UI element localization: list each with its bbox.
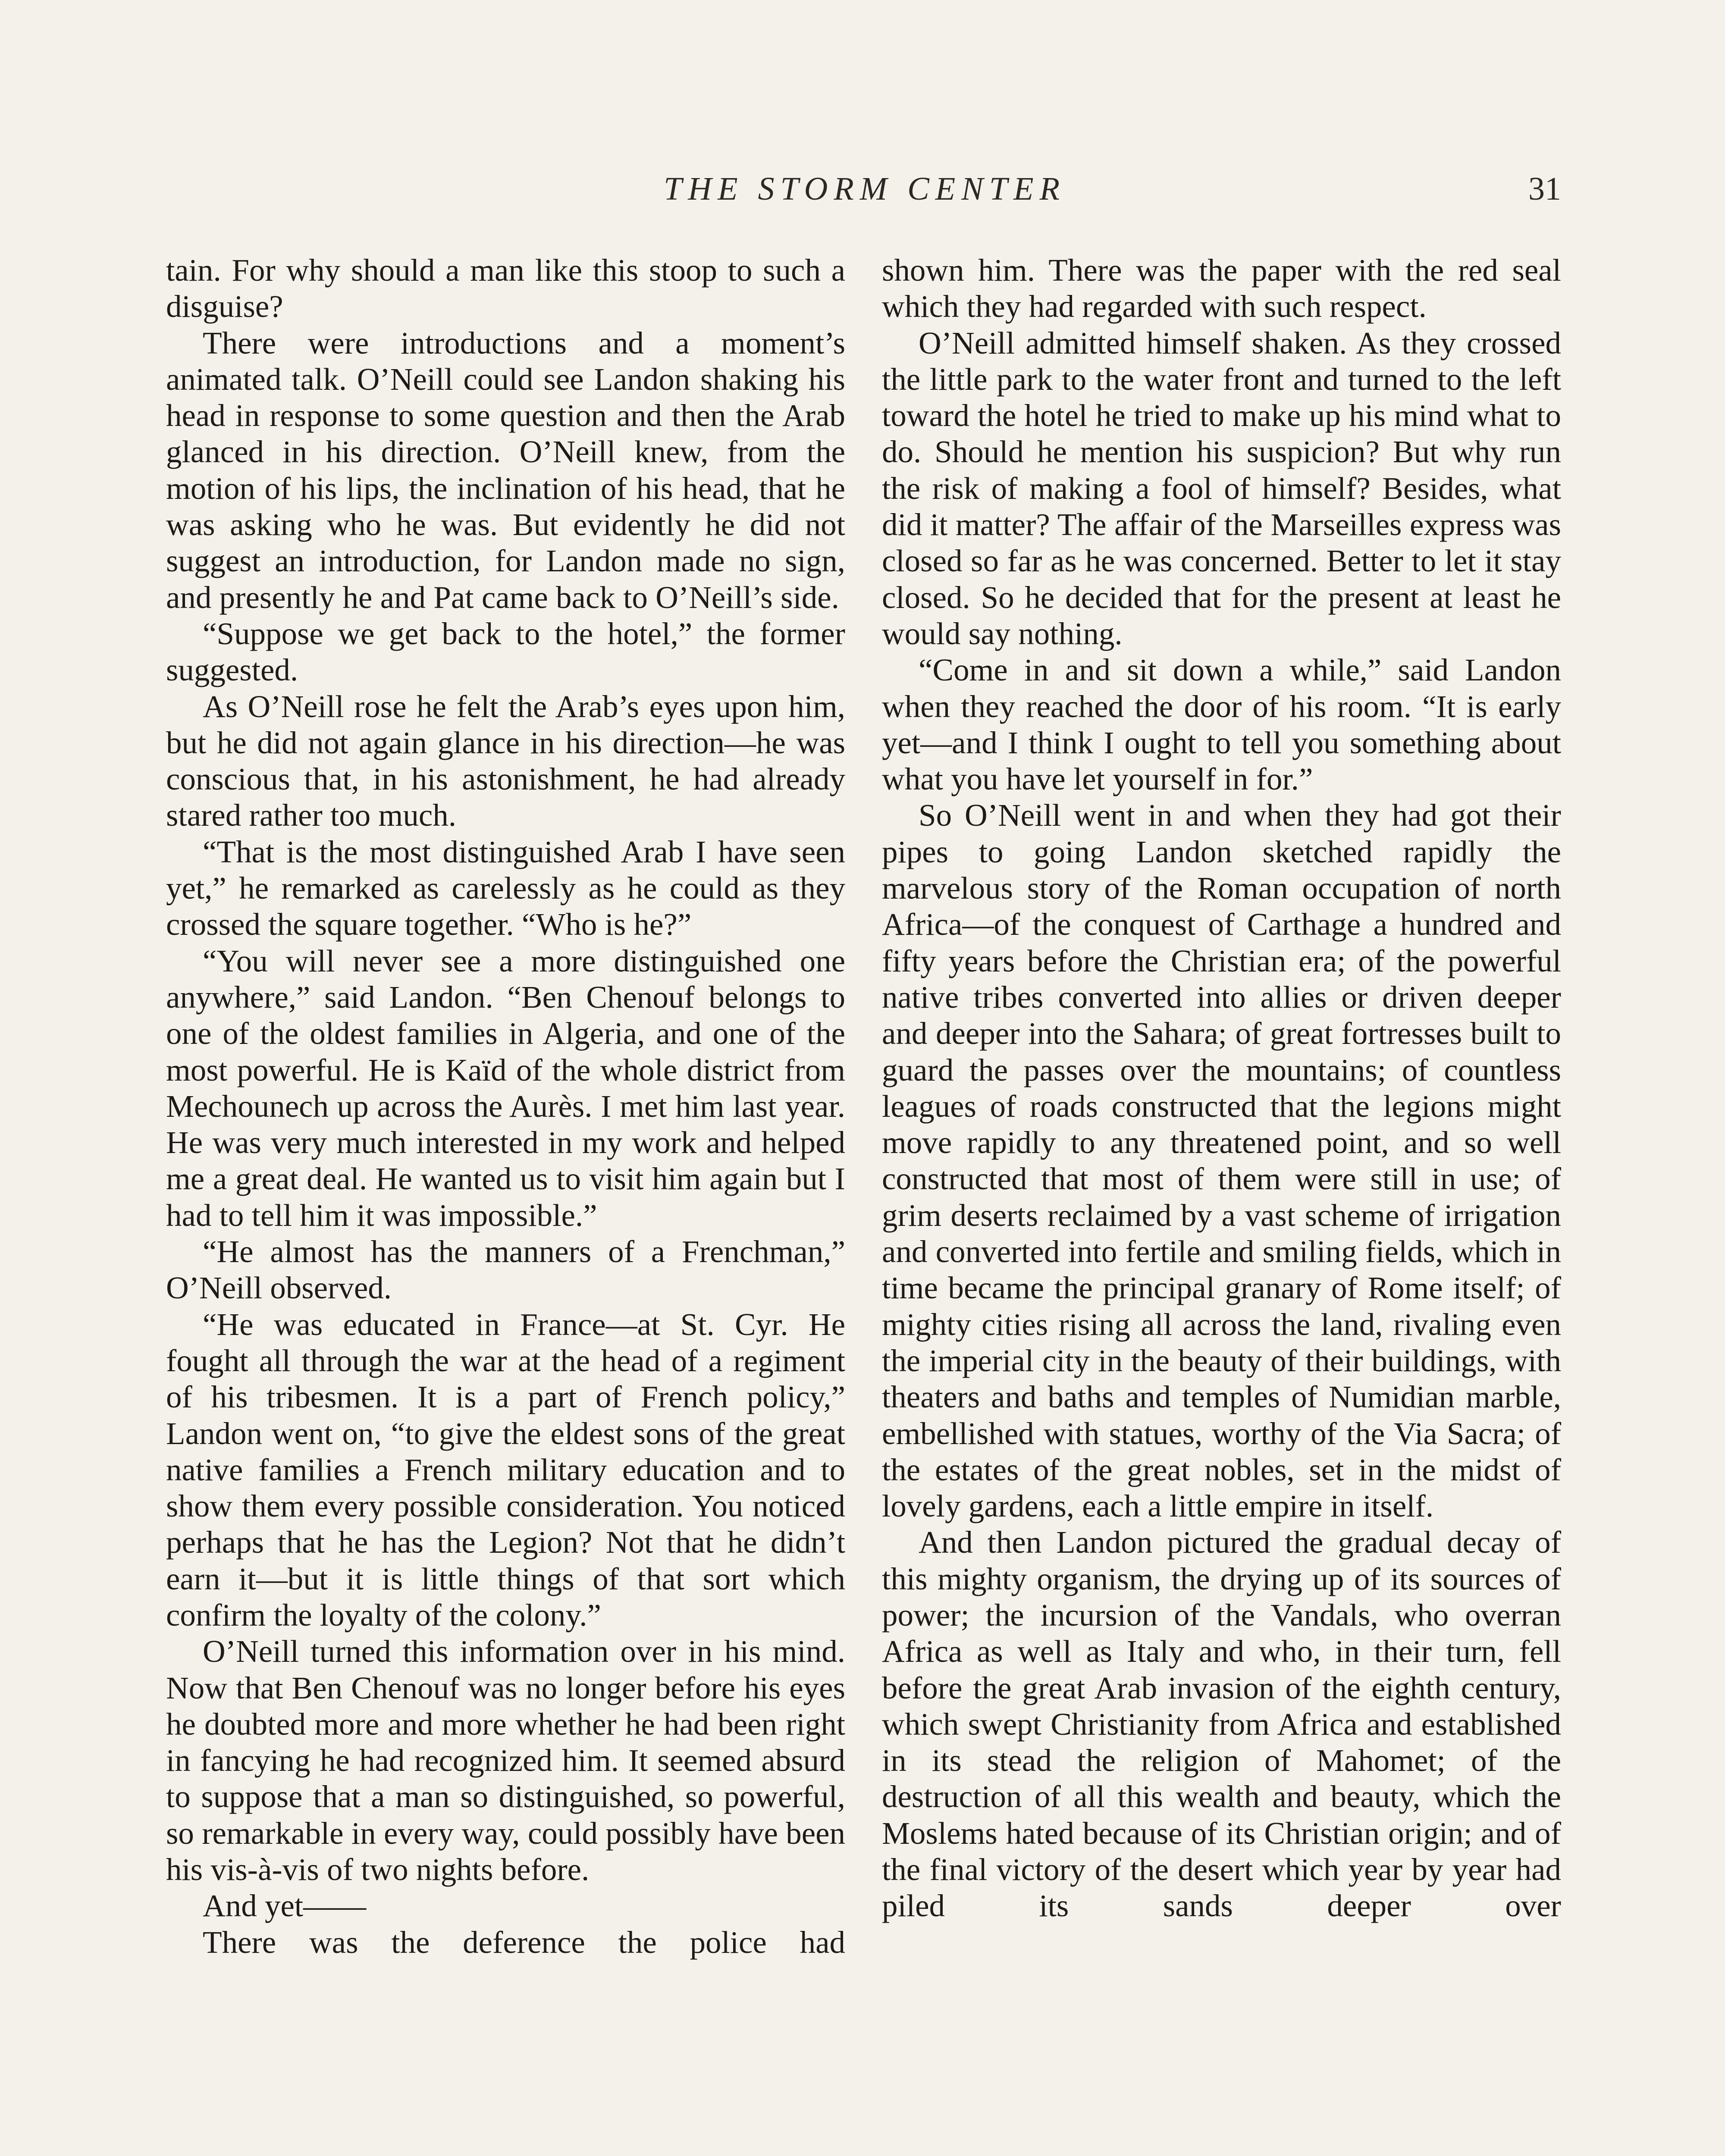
paragraph: “You will never see a more distinguished one anywhere,” said Landon. “Ben Chenouf belongs to one of the oldest families in Algeria, and one of the most powerful. He is Kaïd of the whole district from Mechounech up across the Aurès. I met him last year. He was very much interested in my work and helped me a great deal. He wanted us to visit him again but I had to tell him it was impossible.” <box>166 943 845 1233</box>
paragraph: O’Neill turned this information over in his mind. Now that Ben Chenouf was no longer before his eyes he doubted more and more whether he had been right in fancying he had recognized him. It seemed absurd to suppose that a man so distinguished, so powerful, so remarkable in every way, could possibly have been his vis-à-vis of two nights before. <box>166 1634 845 1887</box>
right-text-column <box>882 252 1561 1924</box>
paragraph: There were introductions and a moment’s animated talk. O’Neill could see Landon shaking his head in response to some question and then the Arab glanced in his direction. O’Neill knew, from the motion of his lips, the inclination of his head, that he was asking who he was. But evidently he did not suggest an introduction, for Landon made no sign, and presently he and Pat came back to O’Neill’s side. <box>166 325 845 615</box>
paragraph: “Come in and sit down a while,” said Landon when they reached the door of his room. “It is early yet—and I think I ought to tell you something about what you have let yourself in for.” <box>882 652 1561 797</box>
paragraph: And yet—— <box>203 1888 367 1924</box>
paragraph: And then Landon pictured the gradual decay of this mighty organism, the drying up of its sources of power; the incursion of the Vandals, who overran Africa as well as Italy and who, in their turn, fell before the great Arab invasion of the eighth century, which swept Christianity from Africa and established in its stead the religion of Mahomet; of the destruction of all this wealth and beauty, which the Moslems hated because of its Christian origin; and of the final victory of the desert which year by year had piled its sands deeper over <box>882 1525 1561 1924</box>
paragraph: “That is the most distinguished Arab I have seen yet,” he remarked as carelessly as he could as they crossed the square together. “Who is he?” <box>166 834 845 942</box>
running-head-title: THE STORM CENTER <box>663 171 1066 207</box>
paragraph: “He almost has the manners of a Frenchman,” O’Neill observed. <box>166 1234 845 1306</box>
paragraph: “He was educated in France—at St. Cyr. He fought all through the war at the head of a regiment of his tribesmen. It is a part of French policy,” Landon went on, “to give the eldest sons of the great native families a French military education and to show them every possible consideration. You noticed perhaps that he has the Legion? Not that he didn’t earn it—but it is little things of that sort which confirm the loyalty of the colony.” <box>166 1307 845 1633</box>
paragraph: shown him. There was the paper with the red seal which they had regarded with such respect. <box>882 253 1561 324</box>
running-header <box>168 170 1561 218</box>
page-number: 31 <box>1528 171 1561 207</box>
paragraph: So O’Neill went in and when they had got their pipes to going Landon sketched rapidly the marvelous story of the Roman occupation of north Africa—of the conquest of Carthage a hundred and fifty years before the Christian era; of the powerful native tribes converted into allies or driven deeper and deeper into the Sahara; of great fortresses built to guard the passes over the mountains; of countless leagues of roads constructed that the legions might move rapidly to any threatened point, and so well constructed that most of them were still in use; of grim deserts reclaimed by a vast scheme of irrigation and converted into fertile and smiling fields, which in time became the principal granary of Rome itself; of mighty cities rising all across the land, rivaling even the imperial city in the beauty of their buildings, with theaters and baths and temples of Numidian marble, embellished with statues, worthy of the Via Sacra; of the estates of the great nobles, set in the midst of lovely gardens, each a little empire in itself. <box>882 798 1561 1524</box>
paragraph: As O’Neill rose he felt the Arab’s eyes upon him, but he did not again glance in his direction—he was conscious that, in his astonishment, he had already stared rather too much. <box>166 689 845 833</box>
paragraph: “Suppose we get back to the hotel,” the former suggested. <box>166 616 845 688</box>
paragraph: tain. For why should a man like this stoop to such a disguise? <box>166 253 845 324</box>
paragraph: O’Neill admitted himself shaken. As they crossed the little park to the water front and turned to the left toward the hotel he tried to make up his mind what to do. Should he mention his suspicion? But why run the risk of making a fool of himself? Besides, what did it matter? The affair of the Marseilles express was closed so far as he was concerned. Better to let it stay closed. So he decided that for the present at least he would say nothing. <box>882 325 1561 651</box>
left-text-column <box>166 252 845 1961</box>
paragraph: There was the deference the police had <box>203 1924 845 1960</box>
